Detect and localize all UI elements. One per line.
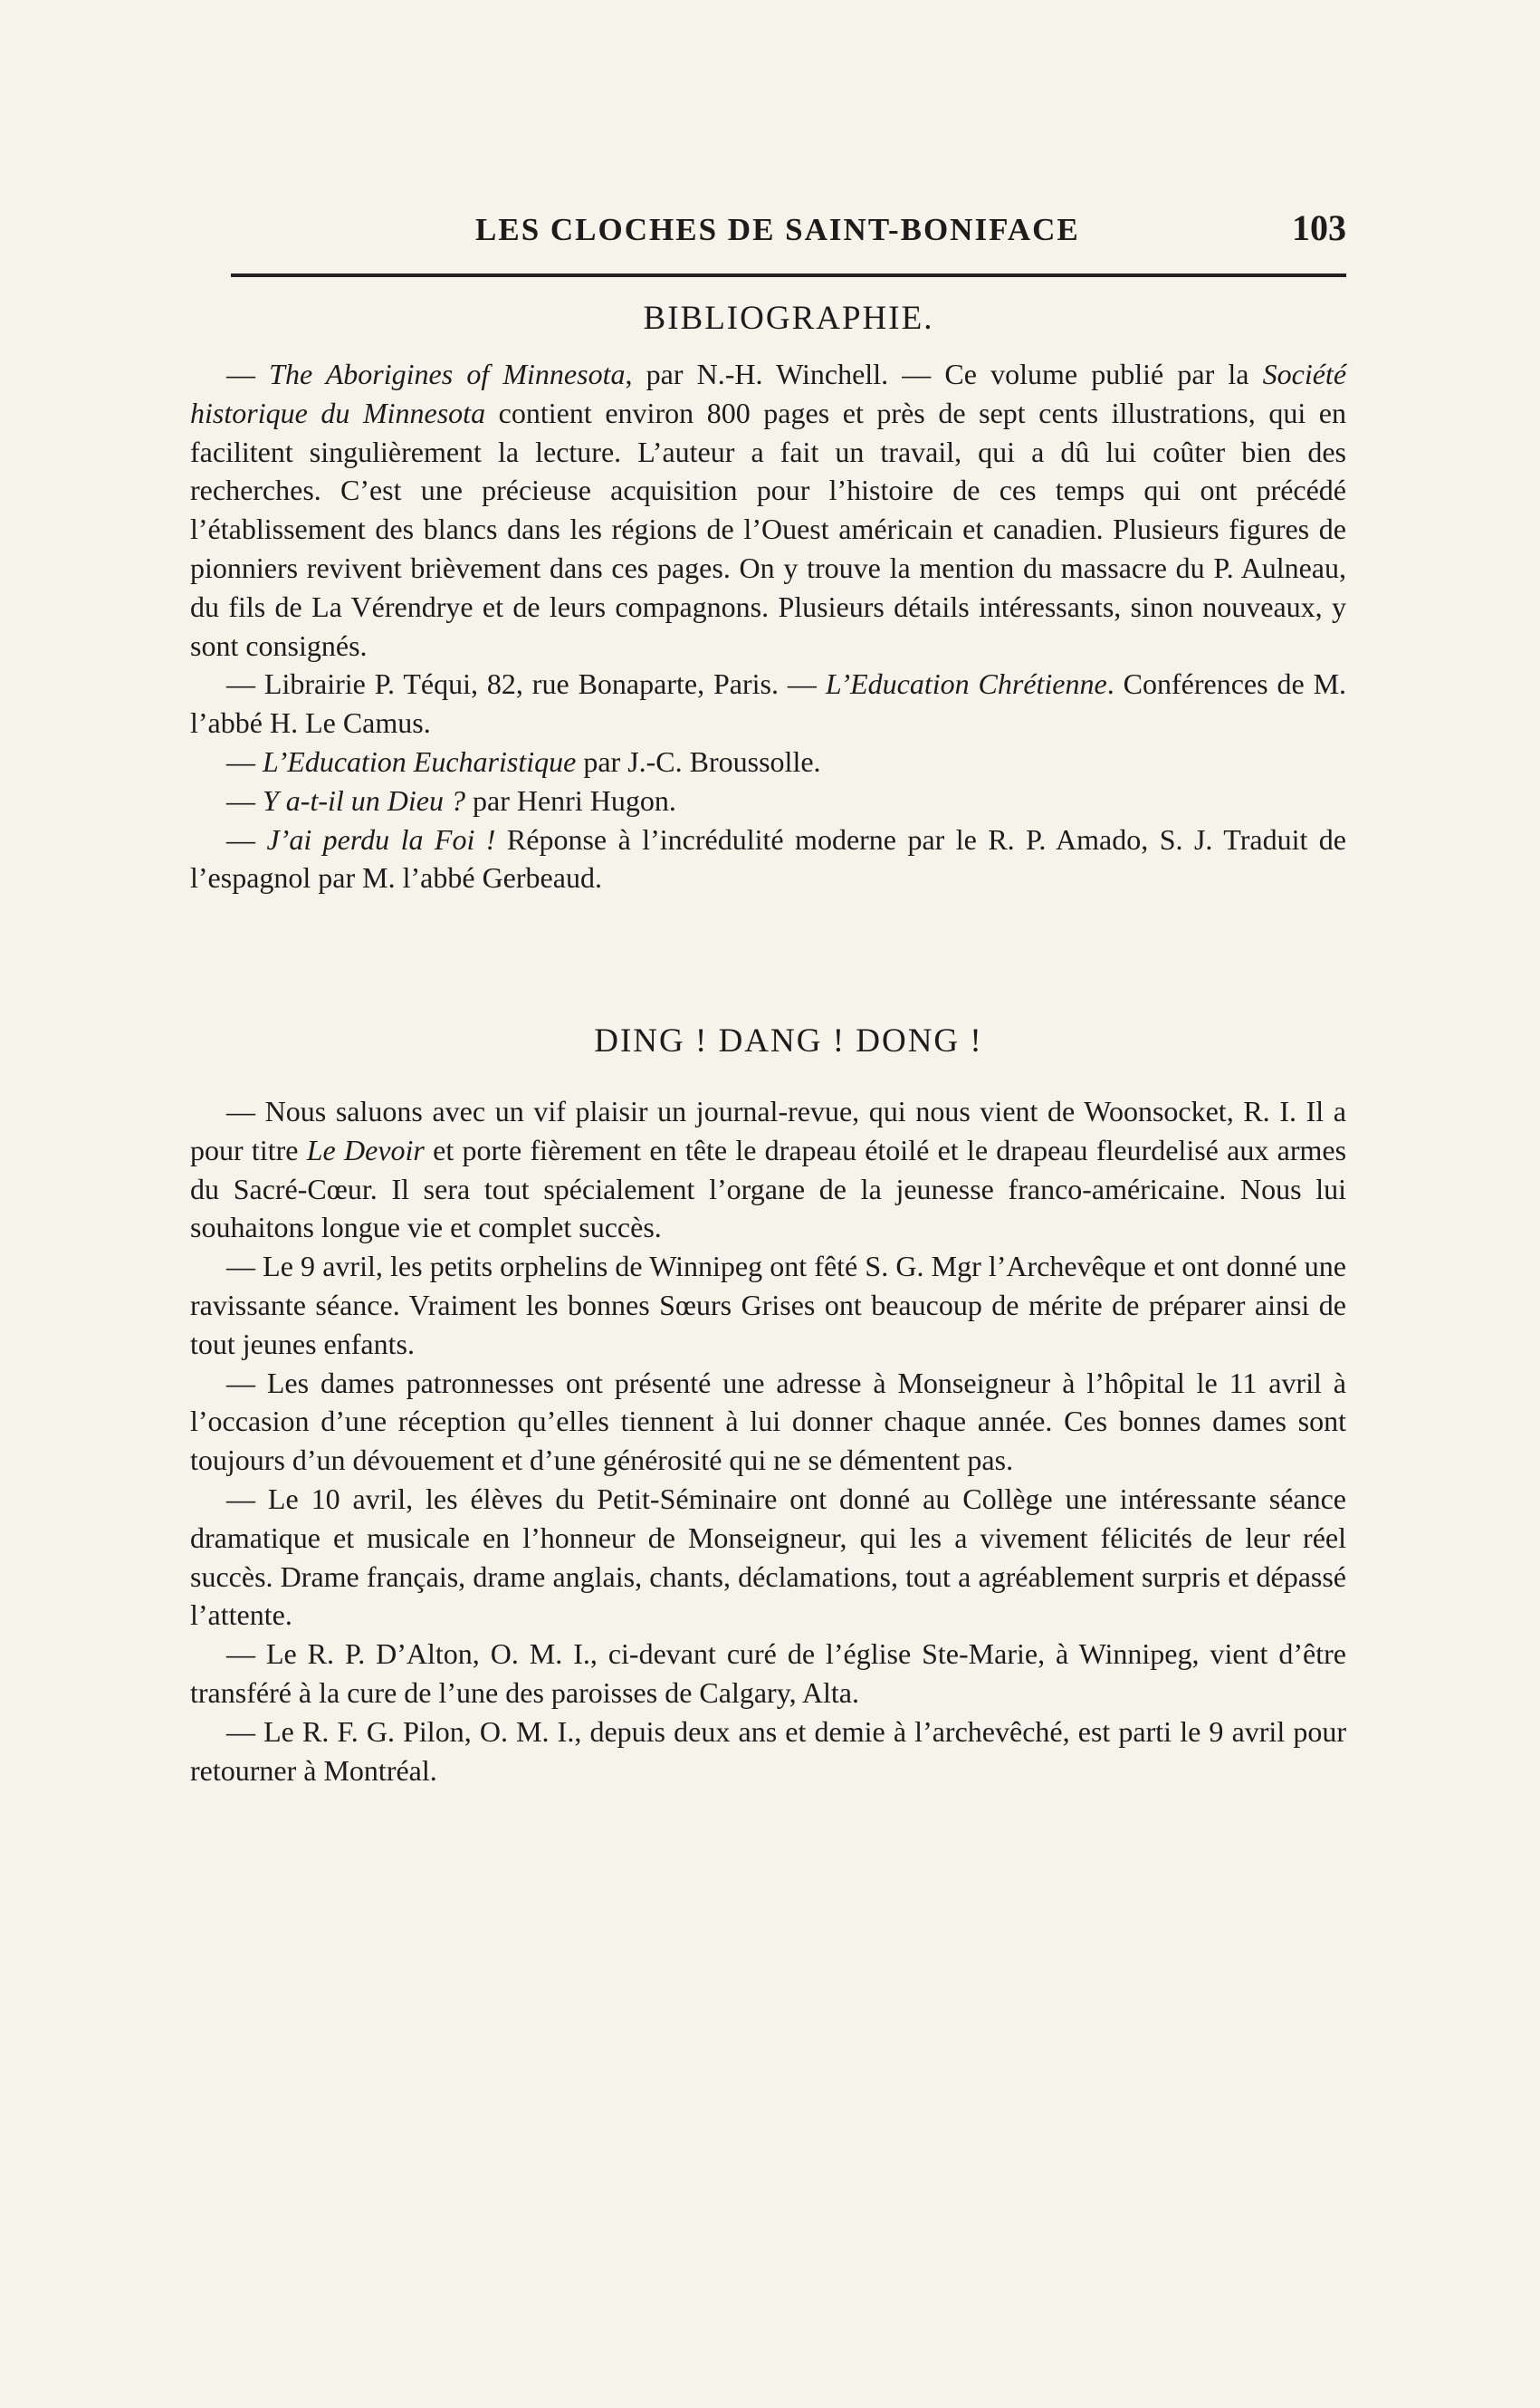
dash: — [226, 744, 263, 778]
society-name: Société historique du Minnesota [190, 358, 1347, 429]
dash: — [226, 783, 263, 817]
news-text: et porte fièrement en tête le drapeau étoilé et le drapeau fleurdelisé aux armes du Sacré-Cœur. Il sera tout spécialement l’organe de la jeunesse franco-américaine. Nous lui souhaitons longue vie et complet succès. [190, 1133, 1347, 1244]
section-title-bibliographie: BIBLIOGRAPHIE. [643, 300, 934, 337]
dash: — [226, 822, 267, 856]
entry-text: . Conférences de M. l’abbé H. Le Camus. [190, 667, 1347, 740]
page-number: 103 [1292, 207, 1346, 248]
entry-text: Réponse à l’incrédulité moderne par le R. P. Amado, S. J. Traduit de l’espagnol par M. l’abbé Gerbeaud. [190, 822, 1347, 895]
book-title: The Aborigines of Minnesota [269, 358, 626, 390]
entry-text: contient environ 800 pages et près de sept cents illustrations, qui en facilitent singulièrement la lecture. L’auteur a fait un travail, qui a dû lui coûter bien des recherches. C’est une précieuse acquisition pour l’histoire de ces temps qui ont précédé l’établissement des blancs dans les régions de l’Ouest américain et canadien. Plusieurs figures de pionniers revivent brièvement dans ces pages. On y trouve la mention du massacre du P. Aulneau, du fils de La Vérendrye et de leurs compagnons. Plusieurs détails intéressants, sinon nouveaux, y sont consignés. [190, 396, 1347, 662]
news-item: — Le 9 avril, les petits orphelins de Winnipeg ont fêté S. G. Mgr l’Archevêque et ont donné une ravissante séance. Vraiment les bonnes Sœurs Grises ont beaucoup de mérite de préparer ainsi de tout jeunes enfants. [190, 1250, 1346, 1360]
book-title: L’Education Eucharistique [263, 744, 577, 778]
bibliography-entry [190, 782, 1346, 820]
bibliography-entry [190, 820, 1346, 898]
book-title: Y a-t-il un Dieu ? [263, 783, 465, 817]
entry-text: , par N.-H. Winchell. — Ce volume publié par la [625, 358, 1263, 390]
header-rule [231, 273, 1346, 277]
dash: — [226, 358, 270, 390]
bibliography-entry [190, 355, 1346, 665]
news-item: — Le R. F. G. Pilon, O. M. I., depuis deux ans et demie à l’archevêché, est parti le 9 avril pour retourner à Montréal. [190, 1714, 1346, 1787]
entry-text: — Librairie P. Téqui, 82, rue Bonaparte, Paris. — [226, 667, 826, 701]
news-item: — Le 10 avril, les élèves du Petit-Séminaire ont donné au Collège une intéressante séance dramatique et musicale en l’honneur de Monseigneur, qui les a vivement félicités de leur réel succès. Drame français, drame anglais, chants, déclamations, tout a agréablement surpris et dépassé l’attente. [190, 1482, 1346, 1632]
running-head [231, 206, 1346, 261]
news-list [190, 1092, 1346, 1789]
entry-text: par Henri Hugon. [464, 783, 676, 817]
news-item [190, 1092, 1346, 1247]
bibliography-entry [190, 743, 1346, 782]
news-item: — Les dames patronnesses ont présenté une adresse à Monseigneur à l’hôpital le 11 avril à l’occasion d’une réception qu’elles tiennent à lui donner chaque année. Ces bonnes dames sont toujours d’un dévouement et d’une générosité qui ne se démentent pas. [190, 1366, 1346, 1477]
entry-text: par J.-C. Broussolle. [576, 744, 821, 778]
book-title: L’Education Chrétienne [825, 667, 1107, 701]
bibliography-list [190, 355, 1346, 897]
journal-title: Le Devoir [306, 1133, 425, 1166]
running-title: LES CLOCHES DE SAINT-BONIFACE [475, 212, 1080, 247]
book-title: J’ai perdu la Foi ! [266, 822, 496, 856]
section-title-ding-dang-dong: DING ! DANG ! DONG ! [594, 1022, 983, 1060]
news-item: — Le R. P. D’Alton, O. M. I., ci-devant curé de l’église Ste-Marie, à Winnipeg, vient d’être transféré à la cure de l’une des paroisses de Calgary, Alta. [190, 1637, 1346, 1709]
bibliography-entry [190, 665, 1346, 743]
news-text: — Nous saluons avec un vif plaisir un journal-revue, qui nous vient de Woonsocket, R. I. Il a pour titre [190, 1095, 1346, 1166]
